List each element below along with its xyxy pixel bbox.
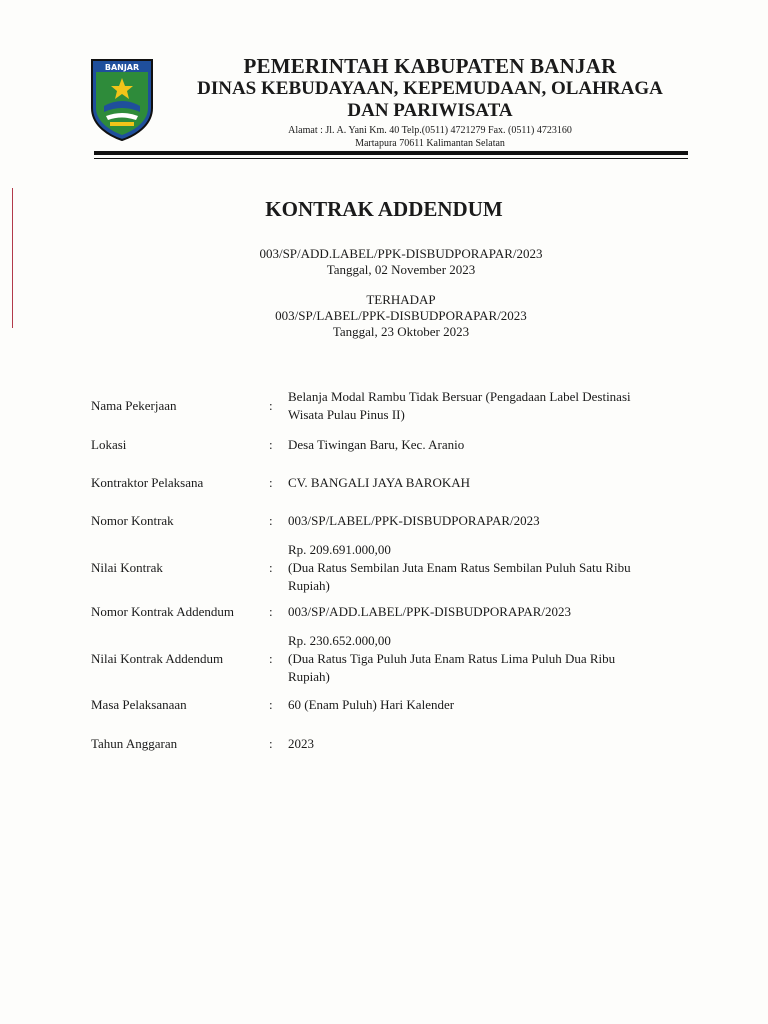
- detail-label: Nomor Kontrak: [91, 513, 174, 528]
- detail-colon: :: [269, 604, 273, 619]
- detail-label: Tahun Anggaran: [91, 736, 178, 751]
- letterhead: [165, 54, 695, 150]
- detail-colon: :: [269, 560, 273, 575]
- address-line-2: Martapura 70611 Kalimantan Selatan: [355, 138, 505, 149]
- detail-value: Desa Tiwingan Baru, Kec. Aranio: [288, 437, 465, 452]
- svg-text:BANJAR: BANJAR: [104, 63, 140, 72]
- detail-value: 003/SP/LABEL/PPK-DISBUDPORAPAR/2023: [288, 513, 540, 528]
- detail-label: Masa Pelaksanaan: [91, 697, 187, 712]
- detail-label: Nilai Kontrak: [91, 560, 163, 575]
- original-reference: [0, 292, 768, 340]
- detail-colon: :: [269, 697, 273, 712]
- detail-colon: :: [269, 437, 273, 452]
- addendum-number: 003/SP/ADD.LABEL/PPK-DISBUDPORAPAR/2023: [259, 246, 543, 261]
- detail-value: 003/SP/ADD.LABEL/PPK-DISBUDPORAPAR/2023: [288, 604, 572, 619]
- detail-value: CV. BANGALI JAYA BAROKAH: [288, 475, 471, 490]
- detail-colon: :: [269, 513, 273, 528]
- agency-name-cont: DAN PARIWISATA: [347, 100, 513, 121]
- government-name: PEMERINTAH KABUPATEN BANJAR: [243, 54, 617, 78]
- detail-label: Kontraktor Pelaksana: [91, 475, 204, 490]
- detail-value: Rp. 209.691.000,00 (Dua Ratus Sembilan Juta Enam Ratus Sembilan Puluh Satu Ribu Rupiah): [288, 542, 631, 593]
- detail-colon: :: [269, 475, 273, 490]
- detail-value: Rp. 230.652.000,00 (Dua Ratus Tiga Puluh Juta Enam Ratus Lima Puluh Dua Ribu Rupiah): [288, 633, 616, 684]
- banjar-emblem: [90, 58, 154, 142]
- agency-name: DINAS KEBUDAYAAN, KEPEMUDAAN, OLAHRAGA: [197, 78, 663, 99]
- detail-label: Lokasi: [91, 437, 127, 452]
- original-date: Tanggal, 23 Oktober 2023: [332, 324, 470, 339]
- regarding-label: TERHADAP: [366, 292, 436, 307]
- address-line-1: Alamat : Jl. A. Yani Km. 40 Telp.(0511) 4721279 Fax. (0511) 4723160: [288, 125, 572, 136]
- emblem-icon: [90, 58, 154, 142]
- header-rule-thin: [94, 158, 688, 159]
- addendum-date: Tanggal, 02 November 2023: [326, 262, 476, 277]
- original-number: 003/SP/LABEL/PPK-DISBUDPORAPAR/2023: [275, 308, 527, 323]
- detail-value: 60 (Enam Puluh) Hari Kalender: [288, 697, 455, 712]
- detail-colon: :: [269, 398, 273, 413]
- detail-value: 2023: [288, 736, 314, 751]
- detail-value: Belanja Modal Rambu Tidak Bersuar (Pengadaan Label Destinasi Wisata Pulau Pinus II): [288, 389, 631, 422]
- detail-label: Nama Pekerjaan: [91, 398, 177, 413]
- detail-colon: :: [269, 651, 273, 666]
- document-title: KONTRAK ADDENDUM: [265, 197, 503, 221]
- detail-label: Nilai Kontrak Addendum: [91, 651, 224, 666]
- addendum-reference: [0, 246, 768, 278]
- detail-colon: :: [269, 736, 273, 751]
- detail-label: Nomor Kontrak Addendum: [91, 604, 234, 619]
- header-rule-thick: [94, 151, 688, 155]
